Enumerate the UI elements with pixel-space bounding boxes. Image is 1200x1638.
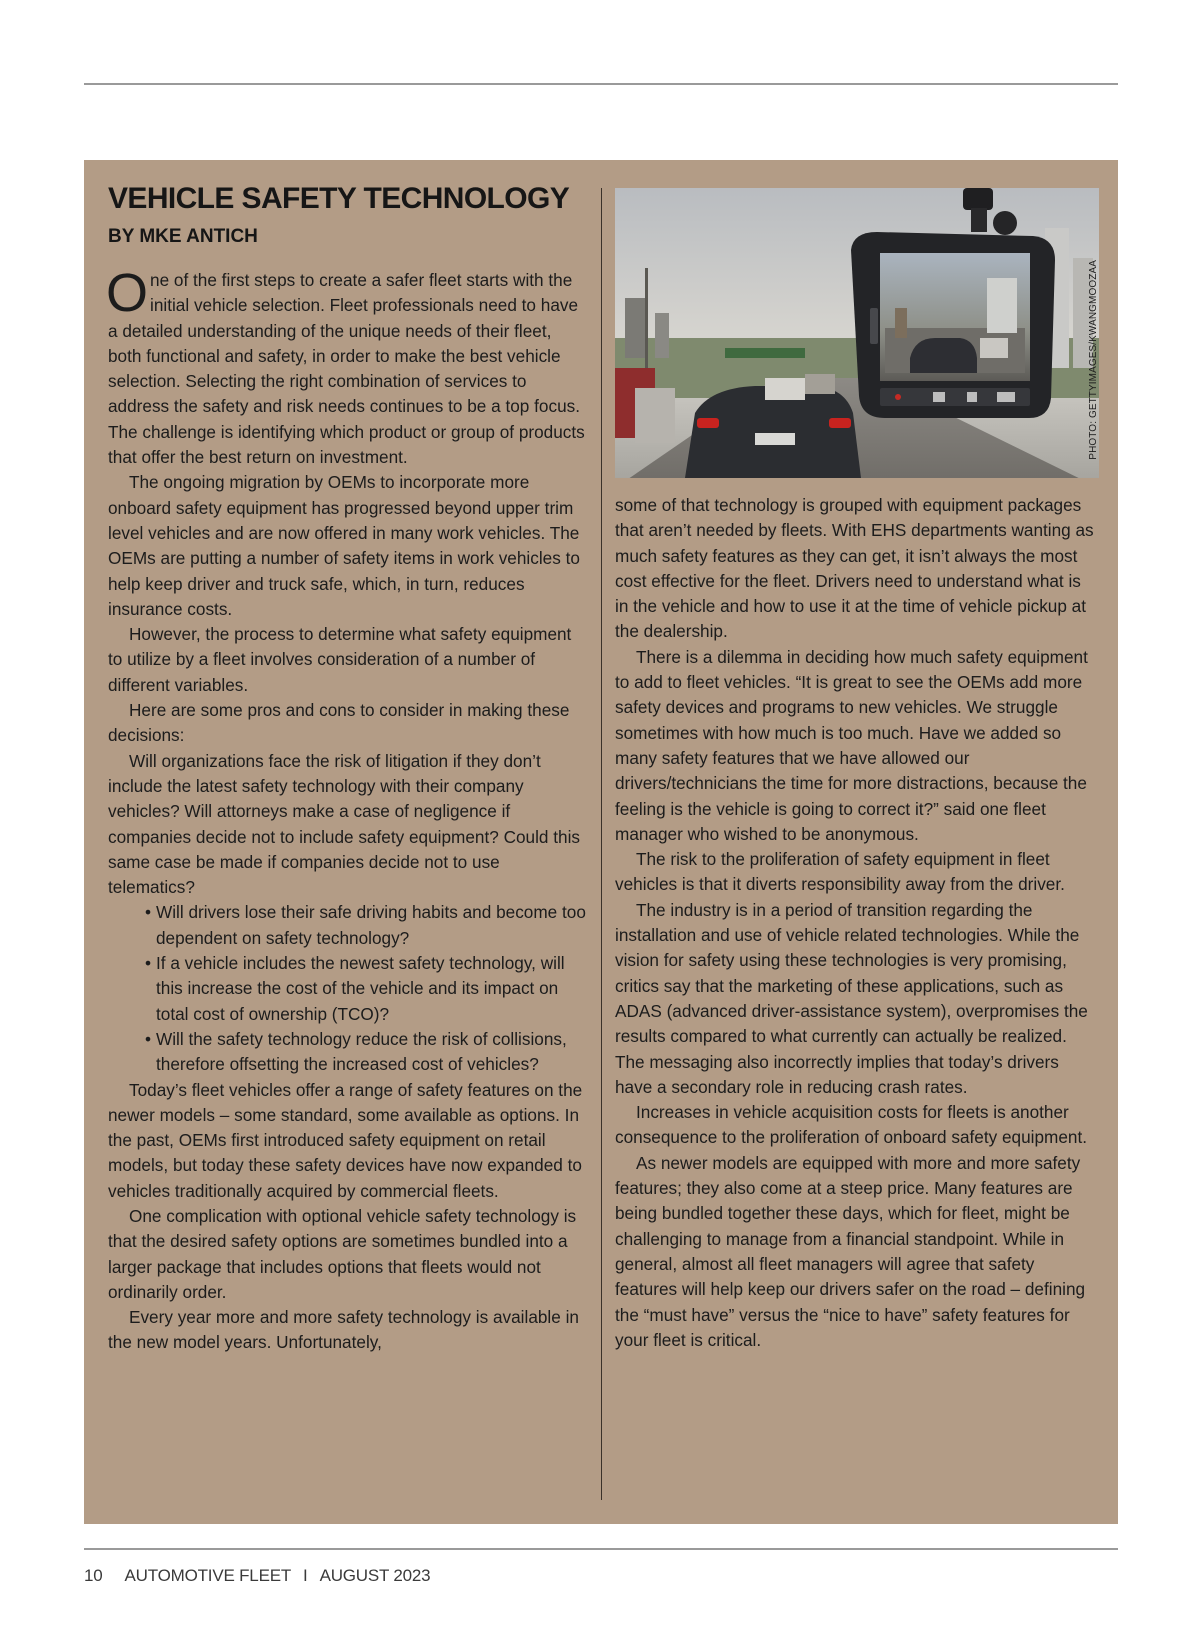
intro-text: ne of the first steps to create a safer fleet starts with the initial vehicle selection. Fleet professionals need to have a detailed understanding of the unique needs of their fleet, both functional and safety, in order to make the best vehicle selection. Selecting the right combination of services to address the safety and risk needs continues to be a top focus. The challenge is identifying which product or group of products that offer the best return on investment. <box>108 270 585 468</box>
dashcam-illustration <box>615 188 1099 478</box>
top-rule <box>84 83 1118 85</box>
body-paragraph: The ongoing migration by OEMs to incorporate more onboard safety equipment has progressed beyond upper trim level vehicles and are now offered in many work vehicles. The OEMs are putting a number of safety items in work vehicles to help keep driver and truck safe, which, in turn, reduces insurance costs. <box>108 472 580 619</box>
body-paragraph: Every year more and more safety technology is available in the new model years. Unfortunately, <box>108 1307 579 1353</box>
issue-date: AUGUST 2023 <box>319 1566 431 1585</box>
bullet-item <box>145 951 588 1027</box>
bullet-list <box>108 900 588 1077</box>
publication-name: AUTOMOTIVE FLEET <box>124 1566 292 1585</box>
body-paragraph: Will organizations face the risk of litigation if they don’t include the latest safety technology with their company vehicles? Will attorneys make a case of negligence if companies decide not to include safety equipment? Could this same case be made if companies decide not to use telematics? <box>108 750 580 898</box>
bullet-item <box>145 900 588 951</box>
body-paragraph: One complication with optional vehicle safety technology is that the desired safety options are sometimes bundled into a larger package that includes options that fleets would not ordinarily order. <box>108 1205 577 1302</box>
left-column <box>106 263 588 1356</box>
dashcam-photo <box>615 188 1099 478</box>
page-number: 10 <box>84 1566 103 1585</box>
article-panel <box>84 160 1118 1524</box>
body-paragraph: As newer models are equipped with more and more safety features; they also come at a steep price. Many features are being bundled together these days, which for fleet, might be challenging to manage from a financial standpoint. While in general, almost all fleet managers will agree that safety features will help keep our drivers safer on the road – defining the “must have” versus the “nice to have” safety features for your fleet is critical. <box>615 1152 1086 1350</box>
bullet-dot-icon: • <box>145 953 152 974</box>
column-divider <box>601 188 602 1500</box>
bullet-text: Will drivers lose their safe driving habits and become too dependent on safety technology? <box>156 902 586 948</box>
body-paragraph: The industry is in a period of transition regarding the installation and use of vehicle related technologies. While the vision for safety using these technologies is very promising, critics say that the marketing of these applications, such as ADAS (advanced driver-assistance system), overpromises the results compared to what currently can actually be realized. The messaging also incorrectly implies that today’s drivers have a secondary role in reducing crash rates. <box>615 899 1088 1097</box>
body-paragraph: Increases in vehicle acquisition costs for fleets is another consequence to the proliferation of onboard safety equipment. <box>615 1102 1088 1148</box>
right-column <box>615 493 1098 1353</box>
body-paragraph: There is a dilemma in deciding how much safety equipment to add to fleet vehicles. “It is great to see the OEMs add more safety devices and programs to new vehicles. We struggle sometimes with how much is too much. Have we added so many safety features that we have allowed our drivers/technicians the time for more distractions, because the feeling is the vehicle is going to correct it?” said one fleet manager who wished to be anonymous. <box>615 646 1088 844</box>
body-paragraph: Here are some pros and cons to consider in making these decisions: <box>108 700 570 746</box>
bullet-item <box>145 1027 588 1078</box>
bullet-dot-icon: • <box>145 1028 152 1049</box>
page-footer <box>84 1566 430 1586</box>
bullet-dot-icon: • <box>145 902 152 923</box>
bullet-text: If a vehicle includes the newest safety technology, will this increase the cost of the vehicle and its impact on total cost of ownership (TCO)? <box>156 953 565 1024</box>
drop-cap: O <box>106 263 149 323</box>
article-title: VEHICLE SAFETY TECHNOLOGY <box>108 182 570 215</box>
article-byline: BY MKE ANTICH <box>108 226 258 247</box>
continuation-paragraph: some of that technology is grouped with equipment packages that aren’t needed by fleets. With EHS departments wanting as much safety features as they can get, it isn’t always the most cost effective for the fleet. Drivers need to understand what is in the vehicle and how to use it at the time of vehicle pickup at the dealership. <box>615 495 1094 642</box>
photo-credit: PHOTO: GETTYIMAGES/KWANGMOOZAA <box>1088 260 1099 460</box>
footer-separator: I <box>303 1566 308 1585</box>
intro-paragraph <box>106 263 588 470</box>
body-paragraph: Today’s fleet vehicles offer a range of safety features on the newer models – some standard, some available as options. In the past, OEMs first introduced safety equipment on retail models, but today these safety devices have now expanded to vehicles traditionally acquired by commercial fleets. <box>108 1079 583 1201</box>
bullet-text: Will the safety technology reduce the risk of collisions, therefore offsetting the increased cost of vehicles? <box>156 1028 567 1075</box>
bottom-rule <box>84 1548 1118 1550</box>
body-paragraph: However, the process to determine what safety equipment to utilize by a fleet involves consideration of a number of different variables. <box>108 624 572 695</box>
body-paragraph: The risk to the proliferation of safety equipment in fleet vehicles is that it diverts responsibility away from the driver. <box>615 849 1065 895</box>
